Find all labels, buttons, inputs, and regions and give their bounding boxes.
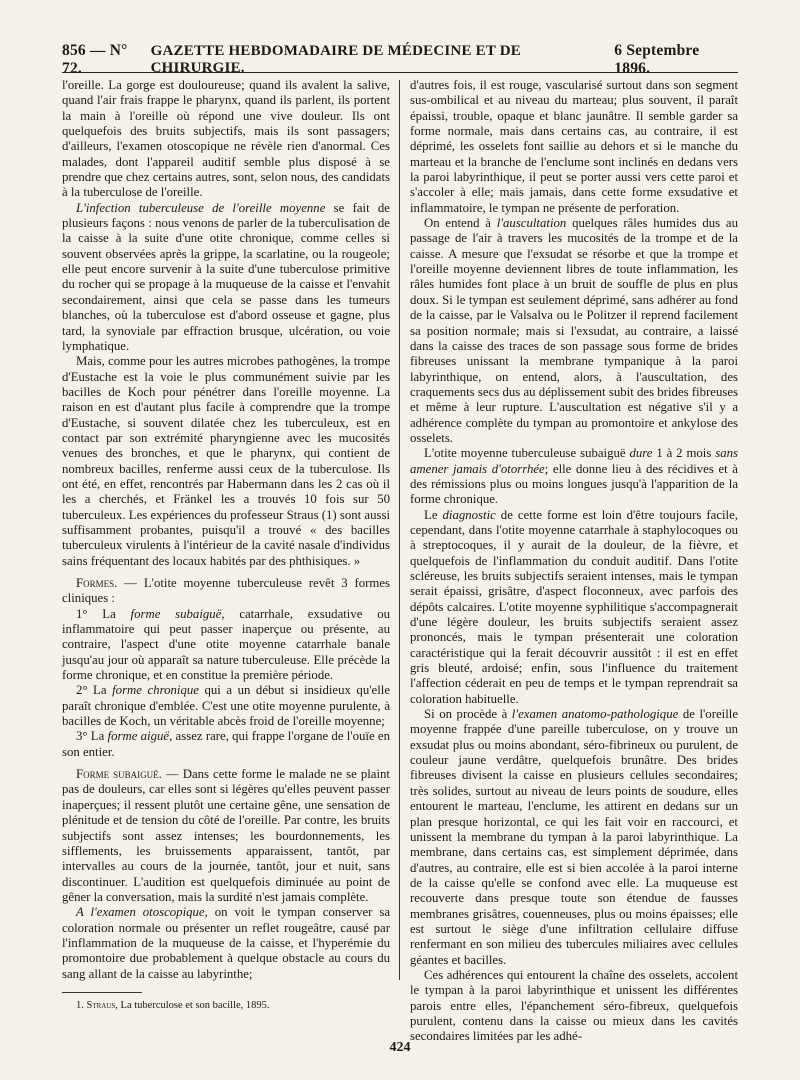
paragraph: l'oreille. La gorge est douloureuse; quand ils avalent la salive, quand l'air frais frappe le pharynx, quand ils parlent, ils portent la main à l'oreille où répond une vive douleur. Ils ont quelquefois des bruits subjectifs, mais ils sont passagers; d'ailleurs, l'examen otoscopique ne révèle rien d'anormal. Ces malades, dont l'appareil auditif semble plus disposé à se prendre que chez certains autres, sont, selon nous, des candidats à la tuberculose de l'oreille.: [62, 78, 390, 200]
paragraph: L'otite moyenne tuberculeuse subaiguë dure 1 à 2 mois sans amener jamais d'otorrhée; elle donne lieu à des récidives et à des rémissions plus ou moins longues jusqu'à l'apparition de la forme chronique.: [410, 446, 738, 507]
emphasis: dure: [629, 446, 653, 461]
section-heading-paragraph: Forme subaiguë. — Dans cette forme le malade ne se plaint pas de douleurs, car elles sont si légères qu'elles peuvent passer inaperçues; il ressent plutôt une certaine gêne, une sensation de plénitude et de tension du côté de l'oreille. Par contre, les bruits subjectifs sont assez intenses; les bourdonnements, les sifflements, les bruissements apparaissent, tantôt, par intervalles au cours de la journée, tantôt, jour et nuit, sans discontinuer. L'audition est quelquefois diminuée au point de gêner la conversation, mais la surdité n'est jamais complète.: [62, 767, 390, 904]
paragraph: Le diagnostic de cette forme est loin d'être toujours facile, cependant, dans l'otite moyenne catarrhale à staphylocoques ou à streptocoques, il y aurait de la douleur, de la fièvre, et quelquefois de l'inflammation du conduit auditif. Dans l'otite scléreuse, les bruits subjectifs seraient intenses, mais le tympan serait épaissi, grisâtre, d'aspect floconneux, avec parfois des dépôts calcaires. L'otite moyenne syphilitique s'accompagnerait d'une légère douleur, les bruits subjectifs seraient assez prononcés, mais le tympan présenterait une coloration caractéristique qui la ferait découvrir aussitôt : il est en effet gris bleuté, ardoisé; enfin, sous l'influence du traitement l'affection céderait en peu de temps et le tympan reprendrait sa coloration habituelle.: [410, 507, 738, 706]
journal-title: GAZETTE HEBDOMADAIRE DE MÉDECINE ET DE CHIRURGIE.: [150, 43, 521, 76]
page-and-issue-number: 856 — N° 72.: [62, 42, 128, 77]
text-columns: [62, 78, 738, 1044]
left-column: [62, 78, 390, 1028]
list-item: 2° La forme chronique qui a un début si insidieux qu'elle paraît chronique d'emblée. C'est une otite moyenne purulente, à bacilles de Koch, un véritable abcès froid de l'oreille moyenne;: [62, 683, 390, 729]
emphasis: diagnostic: [442, 507, 496, 522]
section-heading-paragraph: Formes. — L'otite moyenne tuberculeuse revêt 3 formes cliniques :: [62, 576, 390, 606]
section-heading: Forme subaiguë.: [76, 767, 162, 782]
page-folio: 424: [389, 1040, 411, 1055]
paragraph: L'infection tuberculeuse de l'oreille moyenne se fait de plusieurs façons : nous venons de parler de la tuberculisation de la caisse à la suite d'une otite chronique, comme celles si souvent observées après la grippe, la scarlatine, ou la rougeole; elle peut encore survenir à la suite d'une tuberculose primitive du rocher qui se propage à la muqueuse de la caisse et l'envahit secondairement, ainsi que cela se passe dans les tumeurs blanches, où la tuberculose est d'abord osseuse et gagne, plus tard, la synoviale par effraction brusque, ulcération, ou voie lymphatique.: [62, 200, 390, 353]
section-heading: Formes.: [76, 576, 118, 590]
paragraph: Si on procède à l'examen anatomo-pathologique de l'oreille moyenne frappée d'une pareille tuberculose, on y trouve un exsudat plus ou moins abondant, séro-fibrineux ou purulent, de couleur jaune verdâtre, quelquefois brunâtre. Des brides fibreuses divisent la caisse en plusieurs cellules secondaires; très solides, surtout au niveau de leurs points de soudure, elles entourent le marteau, l'enclume, les attirent en dedans sur un plan presque horizontal, ce qui les fait voir en raccourci, et unissent la membrane du tympan à la paroi labyrinthique. La membrane, dans certains cas, est simplement déprimée, dans d'autres, au contraire, elle est si bien accolée à la paroi interne de la caisse qu'elle se confond avec elle. La muqueuse est recouverte dans presque toute son étendue de fausses membranes grisâtres, couenneuses, plus ou moins épaisses; elle est surtout le siège d'une infiltration cellulaire diffuse renfermant en son milieu des tubercules miliaires avec cellules géantes et bacilles.: [410, 707, 738, 967]
emphasis: l'auscultation: [496, 216, 567, 231]
footnote: 1. Straus, La tuberculose et son bacille, 1895.: [76, 999, 270, 1011]
list-item: 3° La forme aiguë, assez rare, qui frappe l'organe de l'ouïe en son entier.: [62, 729, 390, 759]
emphasis: forme aiguë: [107, 729, 170, 744]
list-item: 1° La forme subaiguë, catarrhale, exsudative ou inflammatoire qui peut passer inaperçue ou présente, au contraire, l'aspect d'une otite moyenne catarrhale banale jusqu'au jour où apparaît sa nature tuberculeuse. Elle précède la forme chronique, et en constitue la première période.: [62, 606, 390, 683]
emphasis: L'infection tuberculeuse de l'oreille moyenne: [76, 200, 326, 215]
running-header: [62, 42, 738, 77]
right-column: [410, 78, 738, 1044]
paragraph: Mais, comme pour les autres microbes pathogènes, la trompe d'Eustache est la voie le plus communément suivie par les bacilles de Koch pour pénétrer dans l'oreille moyenne. La raison en est d'autant plus facile à comprendre que la trompe d'Eustache, si souvent dilatée chez les tuberculeux, est en contact par son extrémité pharyngienne avec les mucosités venues des bronches, et que le pharynx, qui contient de nombreux bacilles, renferme aussi ceux de la tuberculose. Ils ont été, en effet, rencontrés par Habermann dans les 2 cas où il les a cherchés, et Fränkel les a trouvés 10 fois sur 50 tuberculeux. Les expériences du professeur Straus (1) sont aussi suffisamment probantes, puisqu'il a trouvé « des bacilles tuberculeux virulents à l'intérieur de la cavité nasale d'individus sains fréquentant des locaux habités par des phthisiques. »: [62, 354, 391, 568]
paragraph: d'autres fois, il est rouge, vascularisé surtout dans son segment sus-ombilical et au niveau du marteau; plus souvent, il paraît épaissi, trouble, opaque et blanc jaunâtre. Il semble garder sa forme normale, mais dans certains cas, au contraire, il est déprimé, les osselets font saillie au dehors et si le manche du marteau et la branche de l'enclume sont inclinés en dedans vers la paroi labyrinthique, il peut se porter aussi vers cette paroi et s'accoler à elle; mais jamais, dans cette forme exsudative et inflammatoire, le tympan ne présente de perforation.: [410, 78, 738, 215]
paragraph: A l'examen otoscopique, on voit le tympan conserver sa coloration normale ou présenter un reflet rougeâtre, causé par l'inflammation de la muqueuse de la caisse, et l'hyperémie du promontoire due probablement à quelque obstacle au cours du sang allant de la caisse au labyrinthe;: [62, 905, 390, 981]
emphasis: forme chronique: [112, 683, 199, 698]
emphasis: sans amener jamais d'otorrhée: [410, 446, 738, 476]
paragraph: On entend à l'auscultation quelques râles humides dus au passage de l'air à travers les mucosités de la trompe et de la caisse. A mesure que l'exsudat se résorbe et que la trompe et l'oreille moyenne deviennent libres de toute inflammation, les râles humides font place à un bruit de souffle de plus en plus doux. Si le tympan est seulement déprimé, sans adhérer au fond de la caisse, par le Valsalva ou le Politzer il reprend facilement sa position normale; mais si l'exsudat, au contraire, a laissé dans la caisse des traces de son passage sous forme de brides fibreuses unissant la membrane tympanique à la paroi labyrinthique, on entend, alors, à l'auscultation, des craquements secs dus au déplissement subit des brides fibreuses et même à leur rupture. L'auscultation est négative s'il y a adhérence complète du tympan au promontoire et ankylose des osselets.: [410, 216, 738, 445]
paragraph: Ces adhérences qui entourent la chaîne des osselets, accolent le tympan à la paroi labyrinthique et unissent les différentes parois entre elles, l'épanchement séro-fibreux, quelquefois purulent, contenu dans la caisse ou mieux dans les cavités secondaires limitées par les adhé-: [410, 967, 738, 1044]
emphasis: forme subaiguë: [130, 606, 222, 621]
footnote-rule: [62, 992, 142, 993]
emphasis: l'examen anatomo-pathologique: [511, 707, 679, 722]
issue-date: 6 Septembre 1896.: [614, 42, 700, 77]
emphasis: A l'examen otoscopique: [76, 905, 205, 920]
